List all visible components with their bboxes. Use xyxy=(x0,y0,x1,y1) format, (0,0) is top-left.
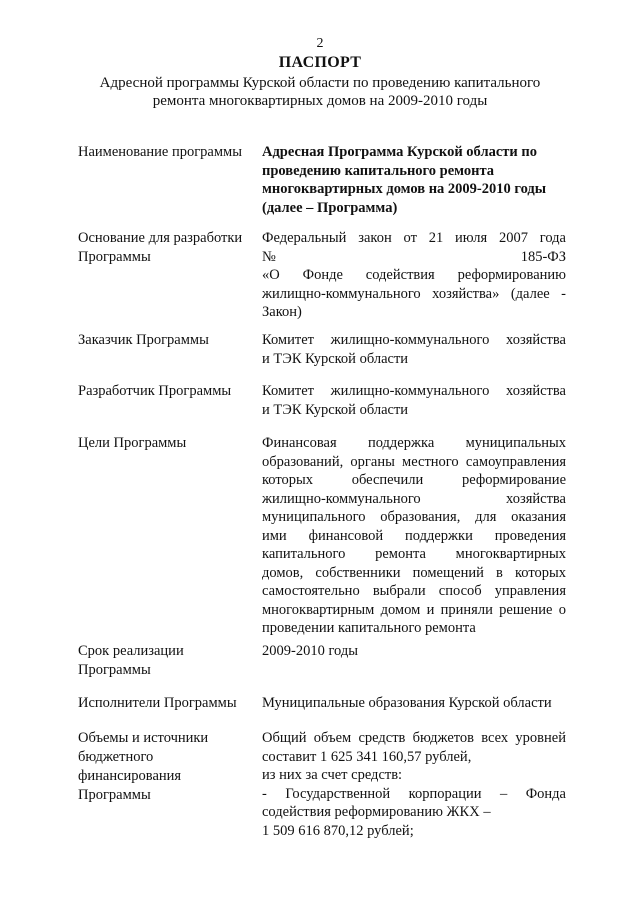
value-line: Муниципальные образования Курской области xyxy=(262,695,552,711)
row-label xyxy=(78,229,256,267)
row-label xyxy=(78,382,256,401)
row-label xyxy=(78,434,256,453)
value-line: № 185-ФЗ xyxy=(262,248,566,265)
value-line: Финансовая поддержка муниципальных xyxy=(262,435,566,451)
label-line: бюджетного xyxy=(78,749,154,765)
value-line: жилищно-коммунального хозяйства xyxy=(262,490,566,507)
value-line: содействия реформированию ЖКХ – xyxy=(262,804,491,820)
document-title: ПАСПОРТ xyxy=(278,54,362,71)
value-line: 1 509 616 870,12 рублей; xyxy=(262,822,414,839)
value-line: капитального ремонта многоквартирных xyxy=(262,546,566,562)
value-line: и ТЭК Курской области xyxy=(262,350,409,367)
value-line: муниципального образования, для оказания xyxy=(262,509,566,525)
subtitle-line: Адресной программы Курской области по проведению капитального xyxy=(99,75,541,91)
document-subtitle xyxy=(60,74,580,110)
label-line: Разработчик Программы xyxy=(78,383,232,399)
row-label xyxy=(78,729,256,805)
value-line: проведении капитального ремонта xyxy=(262,620,476,636)
value-line: Общий объем средств бюджетов всех уровней xyxy=(262,730,566,746)
value-line: Федеральный закон от 21 июля 2007 года xyxy=(262,230,566,246)
value-line: Закон) xyxy=(262,304,302,320)
row-value xyxy=(262,694,566,713)
label-line: финансирования xyxy=(78,768,182,784)
value-line: домов, собственники помещений в которых xyxy=(262,564,566,581)
row-value xyxy=(262,642,566,661)
value-line: 2009-2010 годы xyxy=(262,643,358,659)
label-line: Наименование программы xyxy=(78,144,242,160)
value-line: из них за счет средств: xyxy=(262,767,403,783)
label-line: Объемы и источники xyxy=(78,730,209,746)
value-line: образований, органы местного самоуправления xyxy=(262,453,566,470)
label-line: Исполнители Программы xyxy=(78,695,237,711)
value-line: ими финансовой поддержки проведения xyxy=(262,527,566,544)
row-label xyxy=(78,331,256,350)
value-line: самостоятельно выбрали способ управления xyxy=(262,583,566,599)
value-line: Комитет жилищно-коммунального хозяйства xyxy=(262,383,566,399)
value-line: и ТЭК Курской области xyxy=(262,401,409,418)
row-value xyxy=(262,229,566,322)
row-value xyxy=(262,143,566,217)
label-line: Цели Программы xyxy=(78,435,187,451)
value-line: проведению капитального ремонта xyxy=(262,162,494,179)
label-line: Программы xyxy=(78,662,151,678)
subtitle-line: ремонта многоквартирных домов на 2009-2010 годы xyxy=(152,93,488,109)
label-line: Основание для разработки xyxy=(78,230,243,246)
value-line: Адресная Программа Курской области по xyxy=(262,144,537,160)
row-label xyxy=(78,642,256,680)
label-line: Программы xyxy=(78,249,151,265)
value-line: жилищно-коммунального хозяйства» (далее - xyxy=(262,285,566,302)
row-label xyxy=(78,143,256,162)
row-label xyxy=(78,694,256,713)
value-line: многоквартирным домом и приняли решение о xyxy=(262,601,566,618)
value-line: - Государственной корпорации – Фонда xyxy=(262,785,566,802)
row-value xyxy=(262,729,566,840)
row-value xyxy=(262,434,566,638)
value-line: составит 1 625 341 160,57 рублей, xyxy=(262,748,472,765)
label-line: Срок реализации xyxy=(78,643,184,659)
page-number: 2 xyxy=(316,36,324,51)
value-line: «О Фонде содействия реформированию xyxy=(262,267,566,283)
value-line: многоквартирных домов на 2009-2010 годы xyxy=(262,181,547,197)
row-value xyxy=(262,382,566,419)
value-line: которых обеспечили реформирование xyxy=(262,472,566,488)
row-value xyxy=(262,331,566,368)
value-line: (далее – Программа) xyxy=(262,199,398,216)
label-line: Программы xyxy=(78,787,151,803)
label-line: Заказчик Программы xyxy=(78,332,209,348)
value-line: Комитет жилищно-коммунального хозяйства xyxy=(262,332,566,348)
